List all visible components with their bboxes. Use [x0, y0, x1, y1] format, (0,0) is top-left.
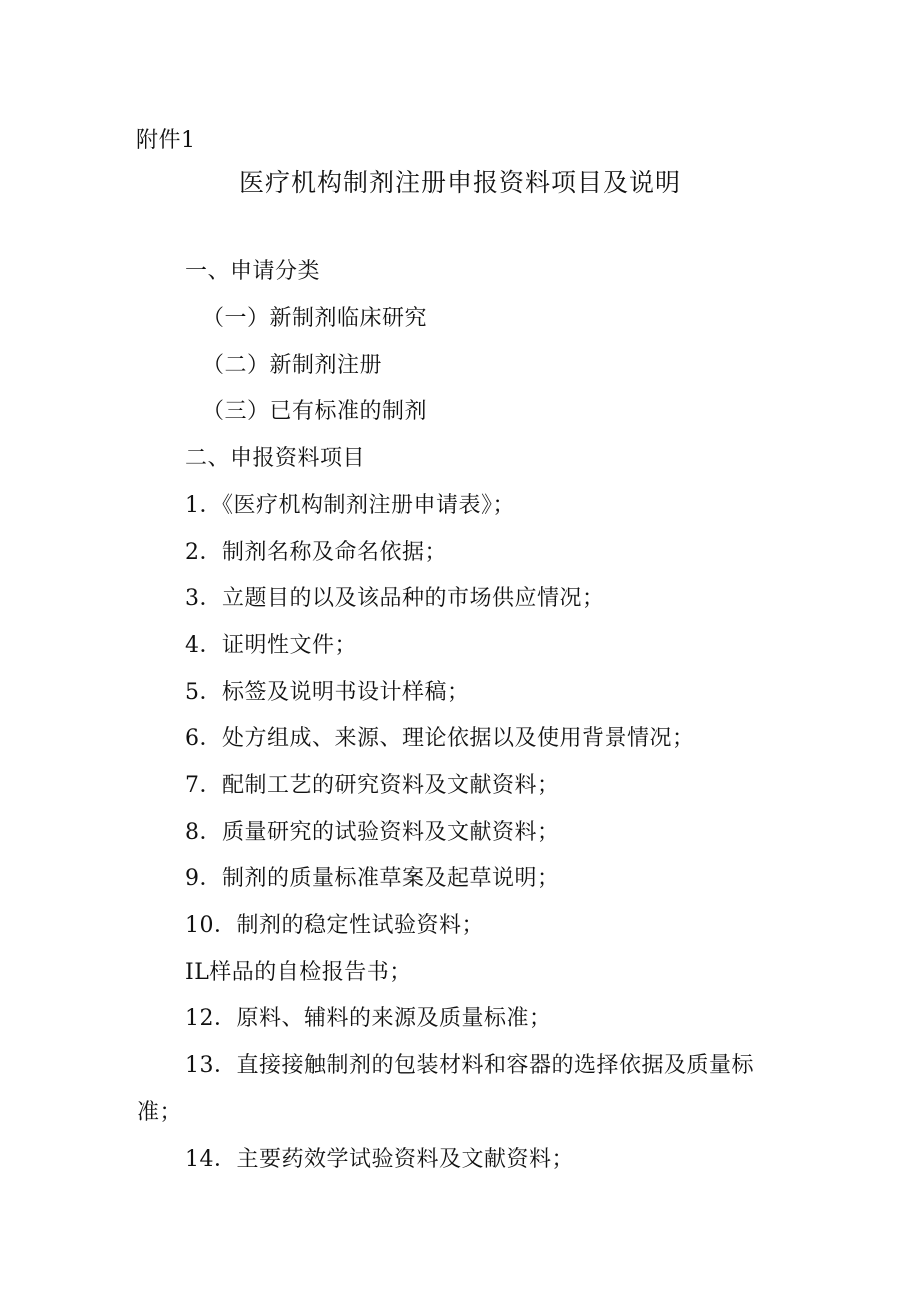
submission-item: 1．《医疗机构制剂注册申请表》；: [185, 493, 515, 518]
submission-item: 2．制剂名称及命名依据；: [185, 540, 447, 565]
submission-item: 6．处方组成、来源、理论依据以及使用背景情况；: [185, 726, 695, 751]
submission-item: 14．主要药效学试验资料及文献资料；: [185, 1147, 574, 1172]
submission-item: 7．配制工艺的研究资料及文献资料；: [185, 773, 560, 798]
section-heading-application-category: 一、申请分类: [185, 259, 321, 284]
section-heading-submission-items: 二、申报资料项目: [185, 446, 366, 471]
submission-item: 8．质量研究的试验资料及文献资料；: [185, 820, 560, 845]
submission-item-continuation: 准；: [137, 1100, 183, 1125]
submission-item: 4．证明性文件；: [185, 633, 357, 658]
category-item: （二）新制剂注册: [202, 353, 383, 378]
submission-item: 13．直接接触制剂的包装材料和容器的选择依据及质量标: [185, 1053, 754, 1078]
submission-item: 5．标签及说明书设计样稿；: [185, 680, 470, 705]
attachment-label: 附件1: [136, 128, 196, 153]
submission-item: 12．原料、辅料的来源及质量标准；: [185, 1006, 552, 1031]
submission-item: 9．制剂的质量标准草案及起草说明；: [185, 866, 560, 891]
submission-item: 3．立题目的以及该品种的市场供应情况；: [185, 586, 605, 611]
category-item: （一）新制剂临床研究: [202, 306, 428, 331]
document-title: 医疗机构制剂注册申报资料项目及说明: [238, 168, 681, 197]
submission-item: 10．制剂的稳定性试验资料；: [185, 913, 484, 938]
category-item: （三）已有标准的制剂: [202, 399, 428, 424]
submission-item: IL样品的自检报告书；: [185, 960, 412, 985]
